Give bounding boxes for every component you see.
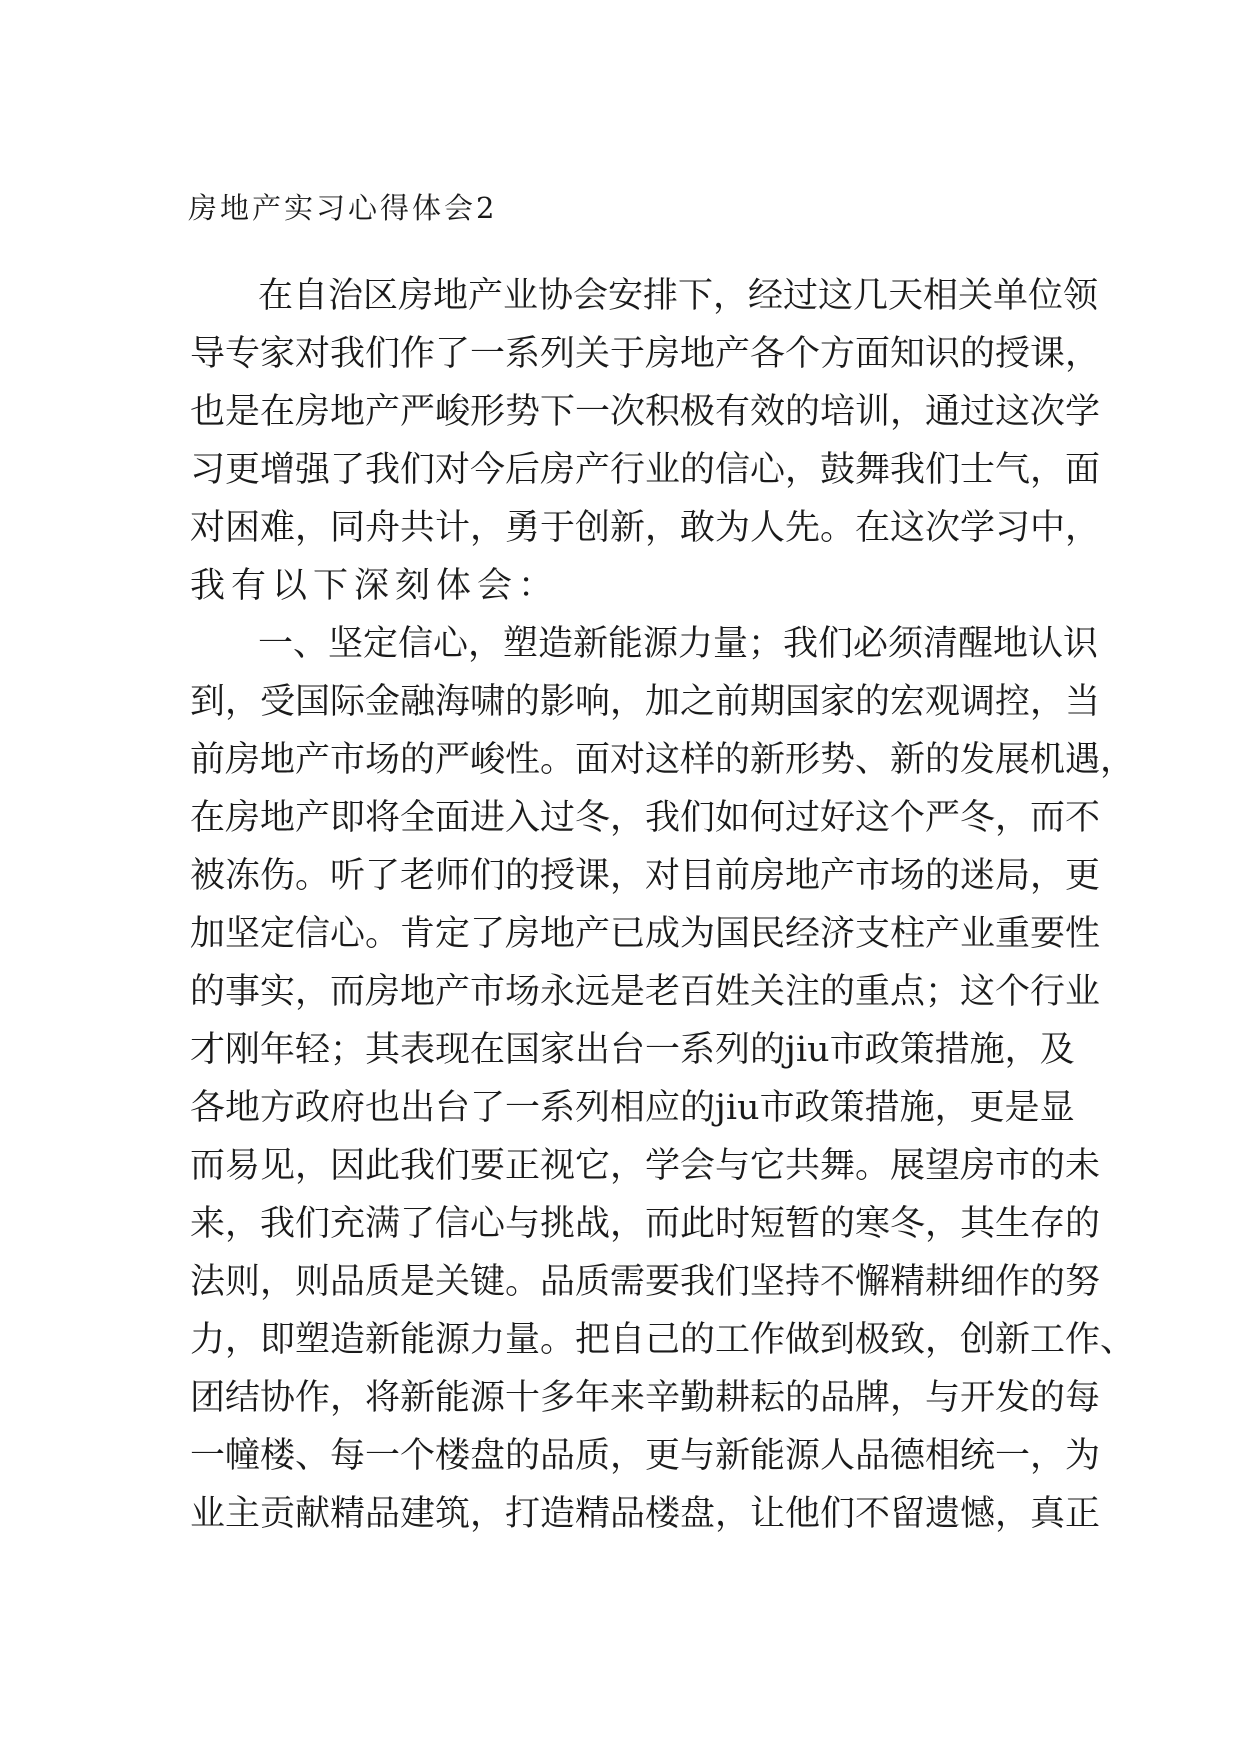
paragraph-line: 到，受国际金融海啸的影响，加之前期国家的宏观调控，当 — [190, 682, 1101, 722]
paragraph-line: 一、坚定信心，塑造新能源力量；我们必须清醒地认识 — [258, 624, 1099, 664]
paragraph-line: 被冻伤。听了老师们的授课，对目前房地产市场的迷局，更 — [190, 856, 1101, 896]
paragraph-line: 力，即塑造新能源力量。把自己的工作做到极致，创新工作、 — [190, 1320, 1136, 1360]
document-title: 房地产实习心得体会2 — [188, 191, 498, 225]
paragraph-line: 的事实，而房地产市场永远是老百姓关注的重点；这个行业 — [190, 972, 1101, 1012]
paragraph-line: 导专家对我们作了一系列关于房地产各个方面知识的授课， — [190, 334, 1101, 374]
paragraph-line: 习更增强了我们对今后房产行业的信心，鼓舞我们士气，面 — [190, 450, 1101, 490]
paragraph-line: 来，我们充满了信心与挑战，而此时短暂的寒冬，其生存的 — [190, 1204, 1101, 1244]
paragraph-line: 对困难，同舟共计，勇于创新，敢为人先。在这次学习中， — [190, 508, 1101, 548]
paragraph-line: 业主贡献精品建筑，打造精品楼盘，让他们不留遗憾，真正 — [190, 1494, 1101, 1534]
paragraph-line: 一幢楼、每一个楼盘的品质，更与新能源人品德相统一，为 — [190, 1436, 1101, 1476]
paragraph-line: 团结协作，将新能源十多年来辛勤耕耘的品牌，与开发的每 — [190, 1378, 1101, 1418]
paragraph-line: 各地方政府也出台了一系列相应的jiu市政策措施，更是显 — [190, 1088, 1075, 1128]
paragraph-line: 而易见，因此我们要正视它，学会与它共舞。展望房市的未 — [190, 1146, 1101, 1186]
paragraph-line: 才刚年轻；其表现在国家出台一系列的jiu市政策措施，及 — [190, 1030, 1075, 1070]
paragraph-line: 前房地产市场的严峻性。面对这样的新形势、新的发展机遇， — [190, 740, 1136, 780]
paragraph-line: 我有以下深刻体会： — [190, 566, 560, 606]
paragraph-line: 加坚定信心。肯定了房地产已成为国民经济支柱产业重要性 — [190, 914, 1101, 954]
paragraph-line: 也是在房地产严峻形势下一次积极有效的培训，通过这次学 — [190, 392, 1101, 432]
paragraph-line: 在自治区房地产业协会安排下，经过这几天相关单位领 — [258, 276, 1099, 316]
paragraph-line: 法则，则品质是关键。品质需要我们坚持不懈精耕细作的努 — [190, 1262, 1101, 1302]
paragraph-line: 在房地产即将全面进入过冬，我们如何过好这个严冬，而不 — [190, 798, 1101, 838]
